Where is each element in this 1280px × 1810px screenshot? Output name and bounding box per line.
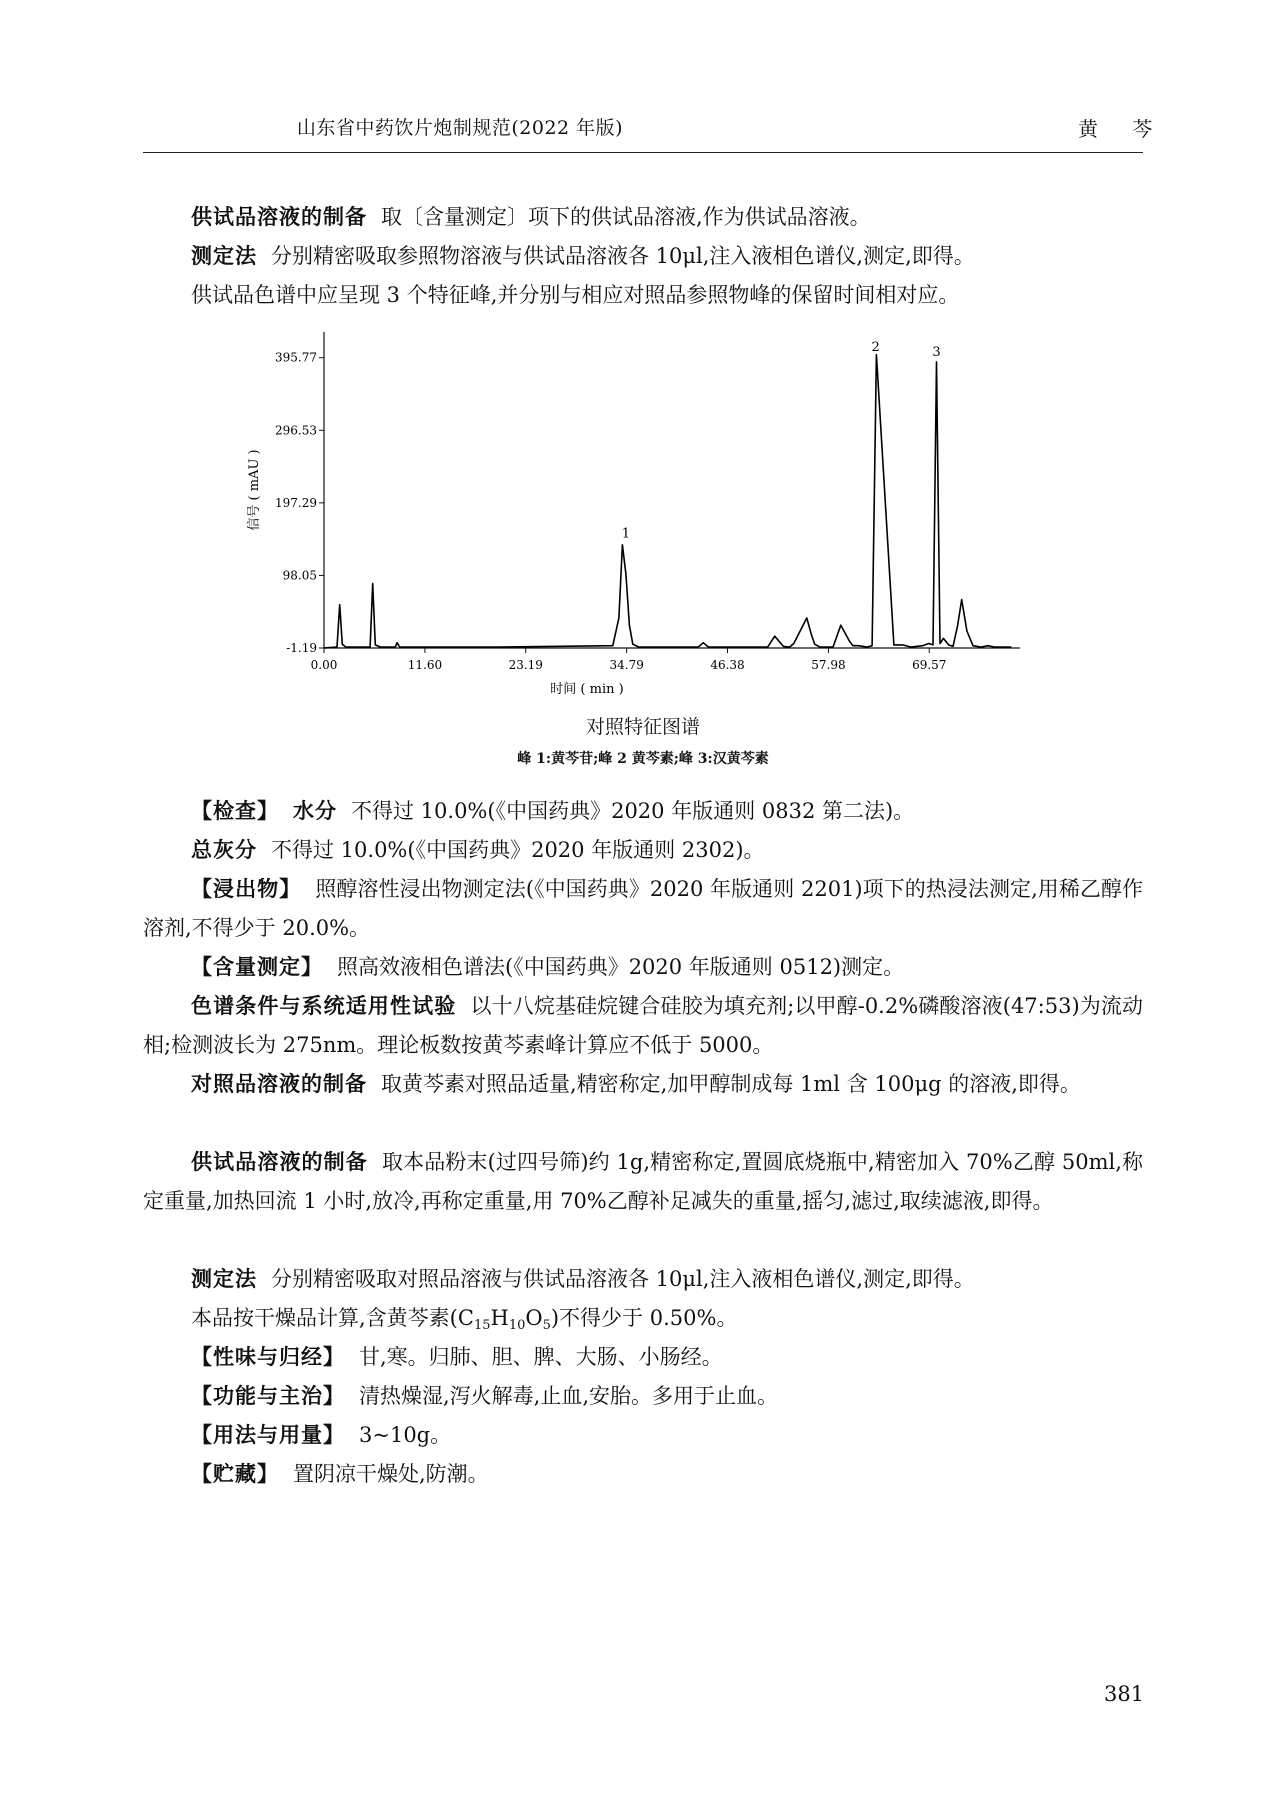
para-text: 3~10g。 <box>359 1423 452 1447</box>
subsection-label: 测定法 <box>191 1267 257 1291</box>
inspection-water-para <box>143 792 1143 831</box>
reference-solution-para <box>143 1065 1143 1104</box>
section-label: 供试品溶液的制备 <box>191 205 367 229</box>
subscript: 10 <box>508 1318 526 1333</box>
running-header-title: 山东省中药饮片炮制规范(2022 年版) <box>296 117 624 139</box>
para-text: 置阴凉干燥处,防潮。 <box>293 1462 489 1486</box>
x-tick-label: 57.98 <box>811 658 846 672</box>
x-tick-label: 46.38 <box>710 658 745 672</box>
x-tick-label: 69.57 <box>912 658 947 672</box>
y-tick-label: 296.53 <box>275 423 317 438</box>
x-axis-title: 时间 ( min ) <box>550 682 624 697</box>
figure-peak-note: 峰 1:黄芩苷;峰 2 黄芩素;峰 3:汉黄芩素 <box>517 751 769 767</box>
section-label: 【浸出物】 <box>191 877 302 901</box>
y-tick-label: 395.77 <box>275 350 317 365</box>
chromatographic-conditions-para <box>143 987 1143 1065</box>
chromatogram-trace <box>324 355 1011 648</box>
para-text: 本品按干燥品计算,含黄芩素(C <box>191 1306 474 1330</box>
para-text: H <box>490 1306 509 1330</box>
subsection-label: 总灰分 <box>191 838 257 862</box>
para-text: 取黄芩素对照品适量,精密称定,加甲醇制成每 1ml 含 100μg 的溶液,即得。 <box>381 1072 1081 1096</box>
subsection-label: 水分 <box>293 799 337 823</box>
subsection-label: 供试品溶液的制备 <box>191 1150 368 1174</box>
para-text: O <box>525 1306 543 1330</box>
usage-dosage-para <box>143 1416 1143 1455</box>
para-text: 照高效液相色谱法(《中国药典》2020 年版通则 0512)测定。 <box>337 955 905 979</box>
para-text: 照醇溶性浸出物测定法(《中国药典》2020 年版通则 2201)项下的热浸法测定,用稀乙醇作溶剂,不得少于 20.0%。 <box>143 877 1144 940</box>
section-label: 【性味与归经】 <box>191 1345 345 1369</box>
chromatogram-chart <box>240 330 1040 700</box>
section-label: 【贮藏】 <box>191 1462 279 1486</box>
test-solution-prep-para <box>143 198 1143 237</box>
characteristic-peaks-para: 供试品色谱中应呈现 3 个特征峰,并分别与相应对照品参照物峰的保留时间相对应。 <box>191 283 960 307</box>
chromatogram-figure <box>240 330 1040 700</box>
subscript: 5 <box>542 1318 551 1333</box>
x-tick-label: 0.00 <box>310 658 338 672</box>
y-axis-title: 信号 ( mAU ) <box>247 449 262 531</box>
section-label: 【含量测定】 <box>191 955 323 979</box>
x-tick-label: 23.19 <box>508 658 543 672</box>
total-ash-para <box>143 831 1143 870</box>
storage-para <box>143 1455 1143 1494</box>
para-text: 清热燥湿,泻火解毒,止血,安胎。多用于止血。 <box>359 1384 779 1408</box>
content-standard-para <box>143 1299 1143 1338</box>
extract-para <box>143 870 1143 948</box>
para-text: 以十八烷基硅烷键合硅胶为填充剂;以甲醇-0.2%磷酸溶液(47:53)为流动相;检测波长为 275nm。理论板数按黄芩素峰计算应不低于 5000。 <box>143 994 1143 1057</box>
determination-para <box>143 1260 1143 1299</box>
para-text: 取本品粉末(过四号筛)约 1g,精密称定,置圆底烧瓶中,精密加入 70%乙醇 50ml,称定重量,加热回流 1 小时,放冷,再称定重量,用 70%乙醇补足减失的重量,摇匀,滤过,取续滤液,即得。 <box>143 1150 1143 1213</box>
para-text: 不得过 10.0%(《中国药典》2020 年版通则 2302)。 <box>271 838 765 862</box>
assay-para <box>143 948 1143 987</box>
page-number: 381 <box>1104 1682 1145 1706</box>
section-label: 测定法 <box>191 244 257 268</box>
peak-label: 3 <box>932 345 941 361</box>
x-tick-label: 11.60 <box>407 658 443 672</box>
para-text: 甘,寒。归肺、胆、脾、大肠、小肠经。 <box>359 1345 723 1369</box>
section-label: 【功能与主治】 <box>191 1384 345 1408</box>
para-text: 取〔含量测定〕项下的供试品溶液,作为供试品溶液。 <box>381 205 871 229</box>
y-tick-label: -1.19 <box>286 641 317 655</box>
y-tick-label: 197.29 <box>275 495 317 510</box>
section-label: 【用法与用量】 <box>191 1423 345 1447</box>
subsection-label: 对照品溶液的制备 <box>191 1072 367 1096</box>
para-text: 分别精密吸取对照品溶液与供试品溶液各 10μl,注入液相色谱仪,测定,即得。 <box>271 1267 975 1291</box>
method-para <box>143 237 1143 276</box>
running-header-herb: 黄 芩 <box>1078 117 1167 141</box>
para-text: )不得少于 0.50%。 <box>550 1306 738 1330</box>
y-tick-label: 98.05 <box>282 568 317 583</box>
test-solution-para <box>143 1143 1143 1221</box>
para-text: 分别精密吸取参照物溶液与供试品溶液各 10μl,注入液相色谱仪,测定,即得。 <box>271 244 975 268</box>
function-indication-para <box>143 1377 1143 1416</box>
nature-meridian-para <box>143 1338 1143 1377</box>
figure-caption: 对照特征图谱 <box>585 716 700 738</box>
subscript: 15 <box>473 1318 491 1333</box>
section-label: 【检查】 <box>191 799 279 823</box>
subsection-label: 色谱条件与系统适用性试验 <box>191 994 457 1018</box>
peak-label: 2 <box>871 339 880 355</box>
peak-label: 1 <box>621 526 631 542</box>
para-text: 不得过 10.0%(《中国药典》2020 年版通则 0832 第二法)。 <box>351 799 915 823</box>
header-rule <box>143 152 1143 153</box>
x-tick-label: 34.79 <box>609 658 644 672</box>
